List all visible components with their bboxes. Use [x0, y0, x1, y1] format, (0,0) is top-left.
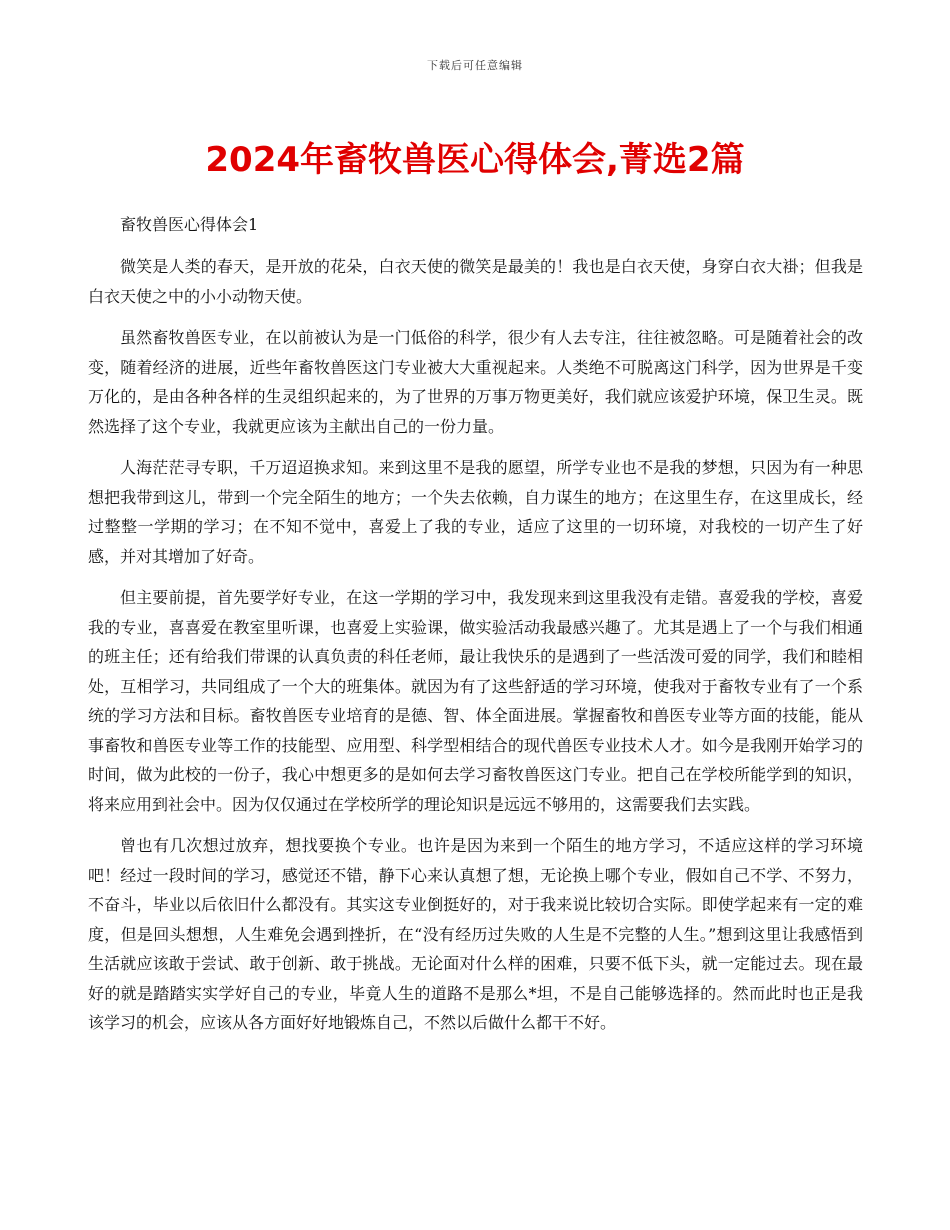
section-subtitle: 畜牧兽医心得体会1 — [120, 215, 259, 234]
paragraph: 虽然畜牧兽医专业，在以前被认为是一门低俗的科学，很少有人去专注，往往被忽略。可是随着社会的改变，随着经济的进展，近些年畜牧兽医这门专业被大大重视起来。人类绝不可脱离这门科学，因为世界是千变万化的，是由各种各样的生灵组织起来的，为了世界的万事万物更美好，我们就应该爱护环境，保卫生灵。既然选择了这个专业，我就更应该为主献出自己的一份力量。 — [88, 328, 863, 436]
document-body — [88, 210, 863, 1050]
document-title: 2024年畜牧兽医心得体会,菁选2篇 — [205, 140, 745, 180]
paragraph: 曾也有几次想过放弃，想找要换个专业。也许是因为来到一个陌生的地方学习，不适应这样的学习环境吧！经过一段时间的学习，感觉还不错，静下心来认真想了想，无论换上哪个专业，假如自己不学、不努力，不奋斗，毕业以后依旧什么都没有。其实这专业倒挺好的，对于我来说比较切合实际。即使学起来有一定的难度，但是回头想想，人生难免会遇到挫折，在“没有经历过失败的人生是不完整的人生。”想到这里让我感悟到生活就应该敢于尝试、敢于创新、敢于挑战。无论面对什么样的困难，只要不低下头，就一定能过去。现在最好的就是踏踏实实学好自己的专业，毕竟人生的道路不是那么*坦，不是自己能够选择的。然而此时也正是我该学习的机会，应该从各方面好好地锻炼自己，不然以后做什么都干不好。 — [88, 836, 863, 1032]
paragraph: 微笑是人类的春天，是开放的花朵，白衣天使的微笑是最美的！我也是白衣天使，身穿白衣大褂；但我是白衣天使之中的小小动物天使。 — [88, 257, 863, 306]
header-note: 下载后可任意编辑 — [427, 59, 523, 72]
paragraph: 但主要前提，首先要学好专业，在这一学期的学习中，我发现来到这里我没有走错。喜爱我的学校，喜爱我的专业，喜喜爱在教室里听课，也喜爱上实验课，做实验活动我最感兴趣了。尤其是遇上了一个与我们相通的班主任；还有给我们带课的认真负责的科任老师，最让我快乐的是遇到了一些活泼可爱的同学，我们和睦相处，互相学习，共同组成了一个大的班集体。就因为有了这些舒适的学习环境，使我对于畜牧专业有了一个系统的学习方法和目标。畜牧兽医专业培育的是德、智、体全面进展。掌握畜牧和兽医专业等方面的技能，能从事畜牧和兽医专业等工作的技能型、应用型、科学型相结合的现代兽医专业技术人才。如今是我刚开始学习的时间，做为此校的一份子，我心中想更多的是如何去学习畜牧兽医这门专业。把自己在学校所能学到的知识，将来应用到社会中。因为仅仅通过在学校所学的理论知识是远远不够用的，这需要我们去实践。 — [88, 588, 863, 814]
paragraph: 人海茫茫寻专职，千万迢迢换求知。来到这里不是我的愿望，所学专业也不是我的梦想，只因为有一种思想把我带到这儿，带到一个完全陌生的地方；一个失去依赖，自力谋生的地方；在这里生存，在这里成长，经过整整一学期的学习；在不知不觉中，喜爱上了我的专业，适应了这里的一切环境，对我校的一切产生了好感，并对其增加了好奇。 — [88, 458, 863, 566]
